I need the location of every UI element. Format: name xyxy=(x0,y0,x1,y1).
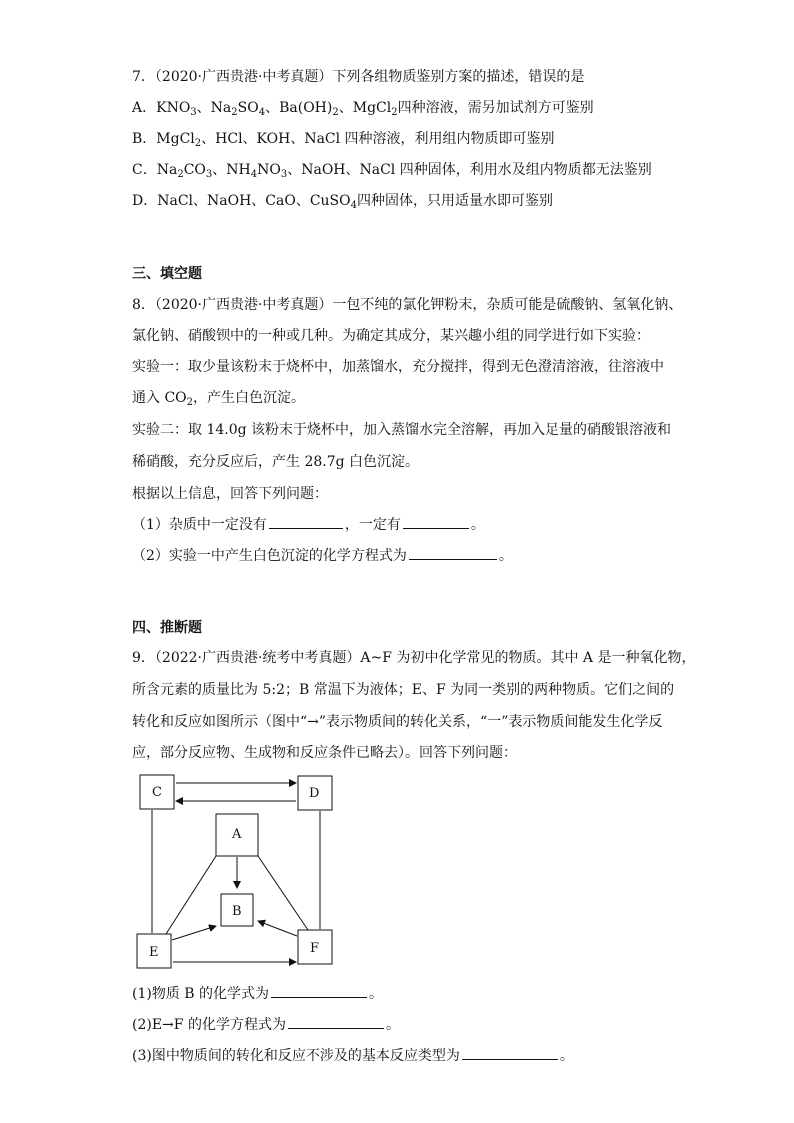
q8-line-2: 氯化钠、硝酸钡中的一种或几种。为确定其成分，某兴趣小组的同学进行如下实验： xyxy=(132,328,650,344)
q9-part-2: (2)E→F 的化学方程式为 。 xyxy=(132,1014,400,1035)
q8-part-1: （1）杂质中一定没有 ，一定有 。 xyxy=(132,514,485,535)
arrow-e-to-b xyxy=(172,926,216,940)
answer-blank[interactable] xyxy=(271,983,367,998)
section-heading-fill-in: 三、填空题 xyxy=(132,266,202,282)
q8-line-6: 稀硝酸，充分反应后，产生 28.7g 白色沉淀。 xyxy=(132,454,420,470)
answer-blank[interactable] xyxy=(288,1014,384,1029)
q9-line-4: 应，部分反应物、生成物和反应条件已略去）。回答下列问题： xyxy=(132,745,517,761)
node-label-e: E xyxy=(149,945,159,960)
q9-line-1: 9．（2022·广西贵港·统考中考真题）A~F 为初中化学常见的物质。其中 A 是一种氧化物， xyxy=(132,650,696,666)
node-label-b: B xyxy=(232,904,242,919)
arrow-f-to-b xyxy=(258,921,297,936)
answer-blank[interactable] xyxy=(409,545,497,560)
q8-line-4: 通入 $CO_2$，产生白色沉淀。 xyxy=(132,390,306,408)
link-a-e xyxy=(166,856,216,934)
q8-line-7: 根据以上信息，回答下列问题： xyxy=(132,486,328,502)
answer-blank[interactable] xyxy=(403,514,469,529)
node-label-f: F xyxy=(310,941,320,956)
q9-line-2: 所含元素的质量比为 5:2；B 常温下为液体；E、F 为同一类别的两种物质。它们之间的 xyxy=(132,682,675,698)
q7-stem: 7．（2020·广西贵港·中考真题）下列各组物质鉴别方案的描述，错误的是 xyxy=(132,69,585,85)
q9-part-1: (1)物质 B 的化学式为 。 xyxy=(132,983,383,1004)
q9-line-3: 转化和反应如图所示（图中“→”表示物质间的转化关系，“一”表示物质间能发生化学反 xyxy=(132,714,663,730)
answer-blank[interactable] xyxy=(269,514,343,529)
q7-option-a: A．$KNO_3$、$Na_2SO_4$、$Ba(OH)_2$、MgCl$_2$四种溶液，需另加试剂方可鉴别 xyxy=(132,100,594,118)
reaction-diagram xyxy=(130,770,340,980)
node-label-c: C xyxy=(152,785,162,800)
q8-line-1: 8．（2020·广西贵港·中考真题）一包不纯的氯化钾粉末，杂质可能是硫酸钠、氢氧化钠、 xyxy=(132,297,683,313)
link-a-f xyxy=(258,856,308,930)
answer-blank[interactable] xyxy=(462,1045,558,1060)
node-label-a: A xyxy=(232,827,242,842)
q7-option-d: D．NaCl、NaOH、CaO、CuSO$_4$四种固体，只用适量水即可鉴别 xyxy=(132,193,554,211)
q7-option-b: B．MgCl$_2$、HCl、KOH、NaCl 四种溶液，利用组内物质即可鉴别 xyxy=(132,131,555,149)
q8-line-3: 实验一：取少量该粉末于烧杯中，加蒸馏水，充分搅拌，得到无色澄清溶液，往溶液中 xyxy=(132,359,664,375)
q8-part-2: （2）实验一中产生白色沉淀的化学方程式为 。 xyxy=(132,545,513,566)
q7-option-c: C．$Na_2CO_3$、$NH_4NO_3$、NaOH、NaCl 四种固体，利用水及组内物质都无法鉴别 xyxy=(132,162,652,180)
section-heading-inference: 四、推断题 xyxy=(132,620,202,636)
node-label-d: D xyxy=(309,786,320,801)
q9-part-3: (3)图中物质间的转化和反应不涉及的基本反应类型为 。 xyxy=(132,1045,574,1066)
q8-line-5: 实验二：取 14.0g 该粉末于烧杯中，加入蒸馏水完全溶解，再加入足量的硝酸银溶液和 xyxy=(132,422,672,438)
